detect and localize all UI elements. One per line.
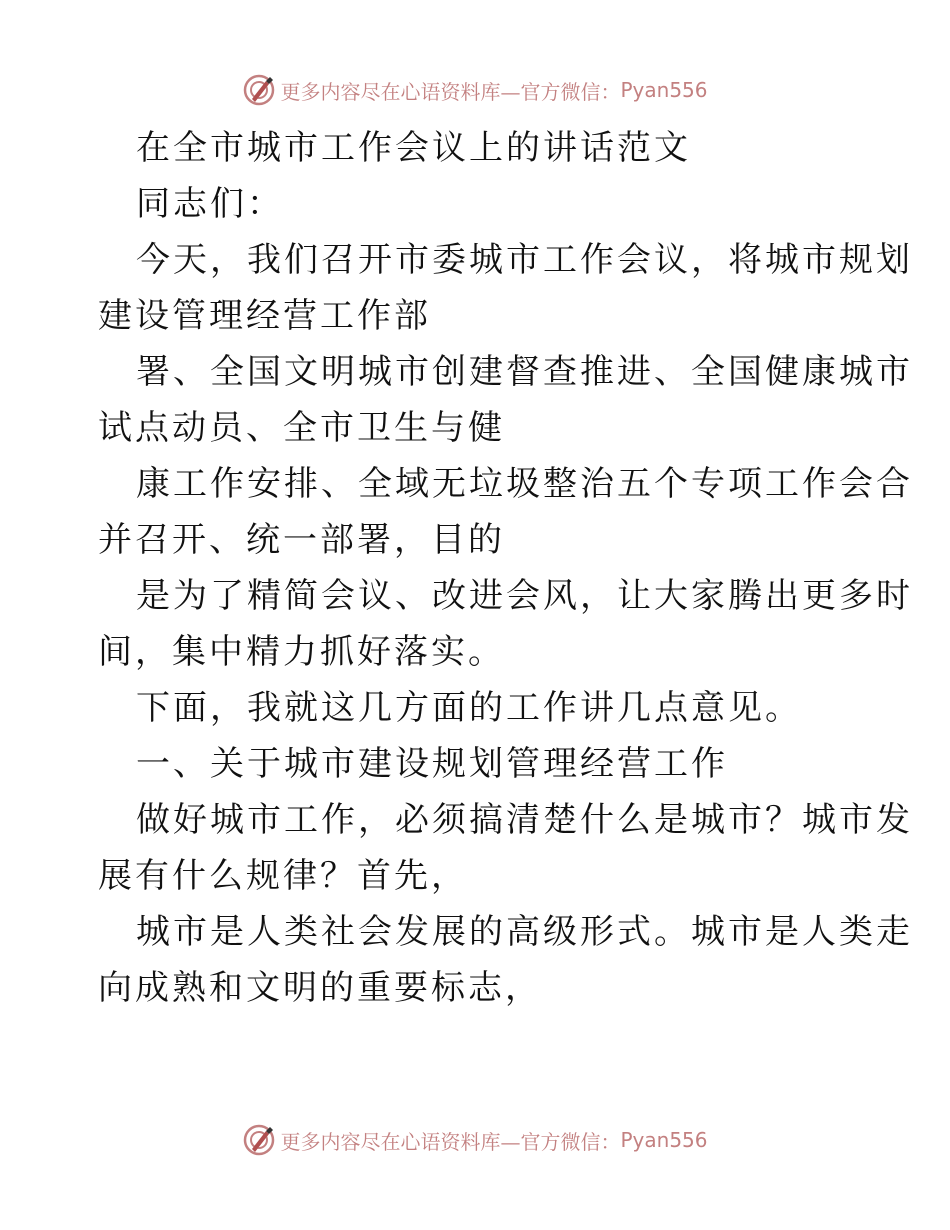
text-line: 署、全国文明城市创建督查推进、全国健康城市 <box>136 352 913 392</box>
pen-logo-icon <box>242 73 276 107</box>
text-line: 一、关于城市建设规划管理经营工作 <box>136 744 728 784</box>
text-line: 康工作安排、全域无垃圾整治五个专项工作会合 <box>136 464 913 504</box>
text-line: 城市是人类社会发展的高级形式。城市是人类走 <box>136 912 913 952</box>
text-line: 并召开、统一部署，目的 <box>98 520 505 560</box>
text-line: 间，集中精力抓好落实。 <box>98 632 505 672</box>
pen-logo-icon <box>242 1123 276 1157</box>
text-line: 向成熟和文明的重要标志， <box>98 968 542 1008</box>
text-line: 展有什么规律？首先， <box>98 856 468 896</box>
text-line: 做好城市工作，必须搞清楚什么是城市？城市发 <box>136 800 913 840</box>
text-line: 同志们： <box>136 184 284 224</box>
text-line: 试点动员、全市卫生与健 <box>98 408 505 448</box>
document-body <box>98 120 913 1016</box>
text-line: 建设管理经营工作部 <box>98 296 431 336</box>
watermark-wechat-id: Pyan556 <box>620 78 708 102</box>
watermark-text: 更多内容尽在心语资料库—官方微信： <box>280 1129 621 1154</box>
text-line: 是为了精简会议、改进会风，让大家腾出更多时 <box>136 576 913 616</box>
document-title: 在全市城市工作会议上的讲话范文 <box>136 128 691 168</box>
text-line: 下面，我就这几方面的工作讲几点意见。 <box>136 688 802 728</box>
watermark-header <box>0 70 950 110</box>
watermark-footer <box>0 1120 950 1160</box>
watermark-wechat-id: Pyan556 <box>620 1128 708 1152</box>
watermark-text: 更多内容尽在心语资料库—官方微信： <box>280 79 621 104</box>
text-line: 今天，我们召开市委城市工作会议，将城市规划 <box>136 240 913 280</box>
